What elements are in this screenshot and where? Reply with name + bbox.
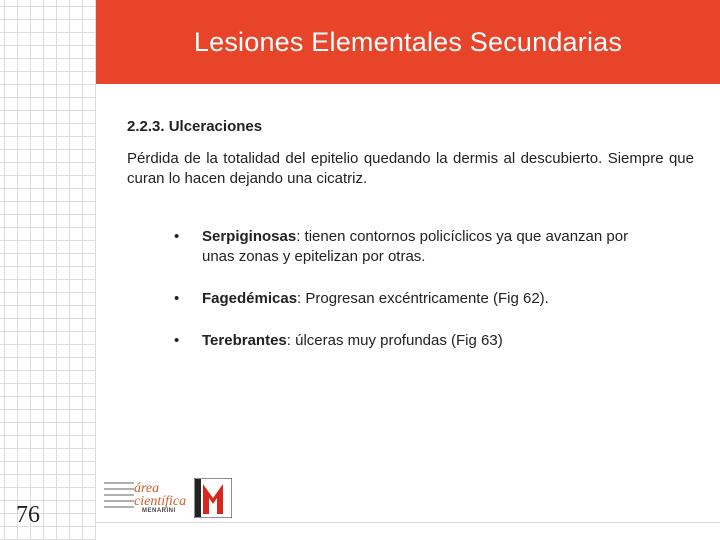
bullet-icon: • bbox=[174, 332, 180, 349]
list-item-text: : Progresan excéntricamente (Fig 62). bbox=[297, 290, 549, 307]
page-number: 76 bbox=[16, 502, 40, 528]
list-item-term: Serpiginosas bbox=[202, 228, 297, 245]
list-item-term: Terebrantes bbox=[202, 332, 287, 349]
bullet-icon: • bbox=[174, 228, 180, 245]
list-item bbox=[127, 331, 662, 351]
logo-subtext: MENARINI bbox=[142, 508, 176, 514]
ulcer-types-list bbox=[127, 227, 694, 351]
slide-content bbox=[127, 118, 694, 373]
title-banner bbox=[96, 0, 720, 84]
slide-title: Lesiones Elementales Secundarias bbox=[193, 26, 623, 57]
grid-decoration bbox=[0, 0, 96, 540]
area-cientifica-logo bbox=[104, 480, 194, 516]
list-item-term: Fagedémicas bbox=[202, 290, 298, 307]
definition-paragraph: Pérdida de la totalidad del epitelio quedando la dermis al descubierto. Siempre que curan lo hacen dejando una cicatriz. bbox=[127, 150, 694, 187]
logo-text bbox=[134, 482, 186, 508]
list-item bbox=[127, 227, 662, 267]
list-item bbox=[127, 289, 662, 309]
list-item-text: : tienen contornos policíclicos ya que avanzan por unas zonas y epitelizan por otras. bbox=[202, 228, 629, 265]
logo-lines-icon bbox=[104, 482, 134, 512]
section-subtitle: 2.2.3. Ulceraciones bbox=[127, 118, 263, 135]
bullet-icon: • bbox=[174, 290, 180, 307]
list-item-text: : úlceras muy profundas (Fig 63) bbox=[286, 332, 503, 349]
menarini-m-logo-icon bbox=[194, 478, 232, 518]
logo-text-line1: área bbox=[134, 481, 160, 496]
footer-divider bbox=[96, 522, 720, 523]
logo-text-line2: científica bbox=[134, 494, 187, 509]
